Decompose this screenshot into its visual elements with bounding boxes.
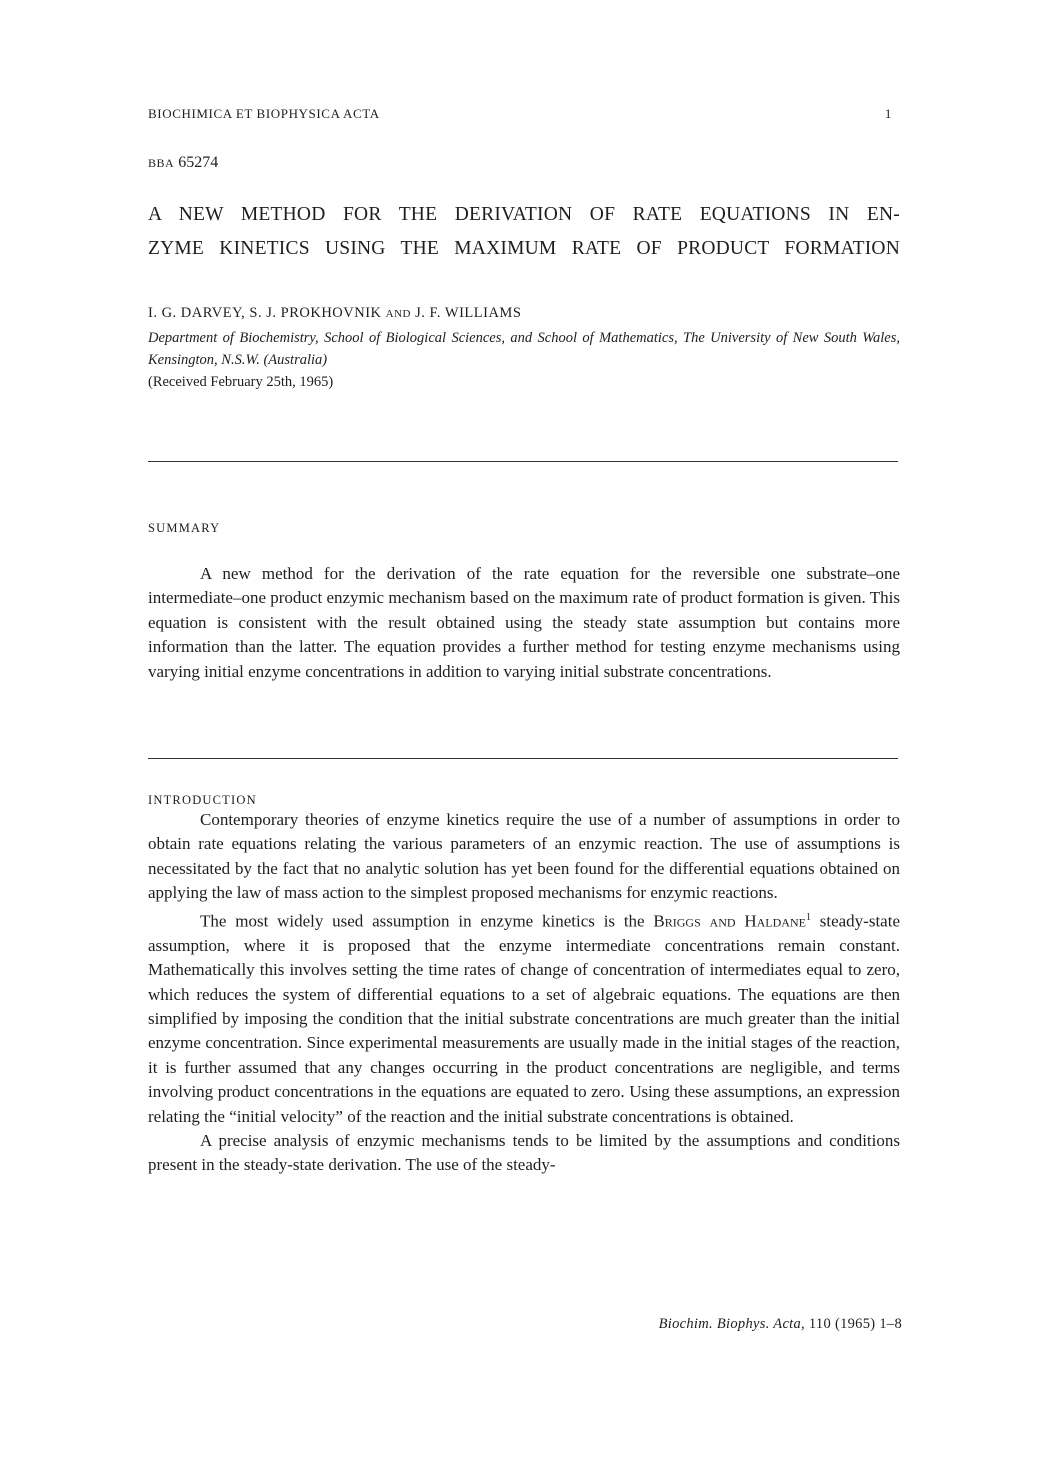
page-number: 1 xyxy=(884,106,892,121)
footer-journal: Biochim. Biophys. Acta, xyxy=(658,1316,805,1332)
summary-paragraph: A new method for the derivation of the rate equation for the reversible one substrate–one intermediate–one product enzymic mechanism based on the maximum rate of product formation is given. This equation is consistent with the result obtained using the steady state assumption but contains more information than the latter. The equation provides a further method for testing enzyme mechanisms using varying initial enzyme concentrations in addition to varying initial substrate concentrations. xyxy=(148,564,900,681)
authors-part-2: J. F. WILLIAMS xyxy=(415,305,522,321)
received-date: (Received February 25th, 1965) xyxy=(148,374,334,390)
paper-title-line-1: A NEW METHOD FOR THE DERIVATION OF RATE EQUATIONS IN EN- xyxy=(148,204,900,225)
intro-paragraph-2 xyxy=(148,906,900,1129)
footer-volume: 110 (1965) 1–8 xyxy=(808,1316,902,1332)
introduction-heading: INTRODUCTION xyxy=(148,793,257,807)
reference-marker: 1 xyxy=(805,911,811,923)
paper-title xyxy=(148,198,900,266)
summary-heading: SUMMARY xyxy=(148,521,221,535)
intro-paragraph-3: A precise analysis of enzymic mechanisms tends to be limited by the assumptions and conditions present in the steady-state derivation. The use of the steady- xyxy=(148,1130,900,1175)
divider-top xyxy=(148,461,898,462)
divider-bottom xyxy=(148,758,898,759)
journal-name: BIOCHIMICA ET BIOPHYSICA ACTA xyxy=(148,106,380,121)
intro-p2-names: Briggs and Haldane xyxy=(653,911,806,931)
author-list xyxy=(148,305,521,322)
paper-title-line-2: ZYME KINETICS USING THE MAXIMUM RATE OF PRODUCT FORMATION xyxy=(148,238,900,259)
article-code-prefix: BBA xyxy=(148,156,175,170)
footer-citation xyxy=(659,1316,902,1333)
intro-paragraph-1: Contemporary theories of enzyme kinetics require the use of a number of assumptions in order to obtain rate equations relating the various parameters of an enzymic reaction. The use of assumptions is necessitated by the fact that no analytic solution has yet been found for the differential equations obtained on applying the law of mass action to the simplest proposed mechanisms for enzymic reactions. xyxy=(148,810,900,903)
article-code-number: 65274 xyxy=(178,154,219,171)
authors-part-1: I. G. DARVEY, S. J. PROKHOVNIK xyxy=(148,305,382,321)
affiliation: Department of Biochemistry, School of Biological Sciences, and School of Mathematics, The University of New South Wales, Kensington, N.S.W. (Australia) xyxy=(148,330,900,368)
intro-p2-rest: steady-state assumption, where it is proposed that the enzyme intermediate concentrations remain constant. Mathematically this involves setting the time rates of change of concentration of intermediates equal to zero, which reduces the system of differential equations to a set of algebraic equations. The equations are then simplified by imposing the condition that the initial substrate concentrations are much greater than the initial enzyme concentration. Since experimental measurements are usually made in the initial stages of the reaction, it is further assumed that any changes occurring in the product concentrations are negligible, and terms involving product concentrations in the equations are equated to zero. Using these assumptions, an expression relating the “initial velocity” of the reaction and the initial substrate concentrations is obtained. xyxy=(148,911,900,1126)
authors-and: AND xyxy=(385,308,411,320)
paper-page xyxy=(148,0,902,1471)
introduction-text xyxy=(148,808,900,1178)
summary-text xyxy=(148,562,900,684)
intro-p2-start: The most widely used assumption in enzyme kinetics is the xyxy=(200,911,645,931)
article-code xyxy=(148,154,218,172)
